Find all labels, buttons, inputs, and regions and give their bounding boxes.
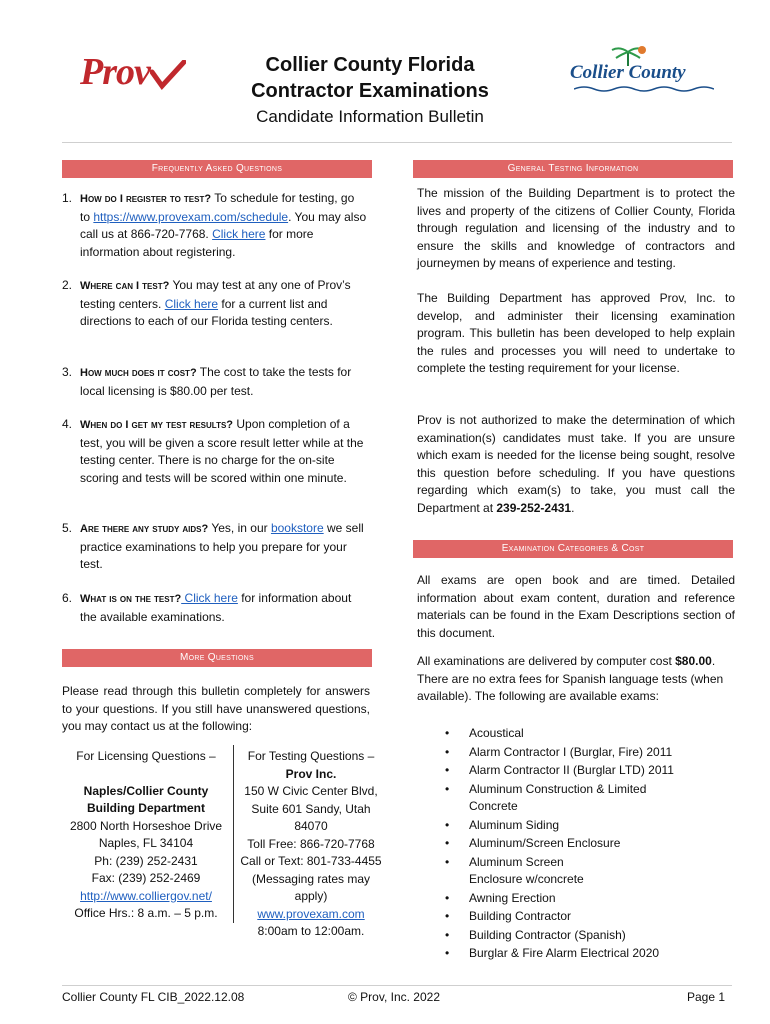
list-item: • Aluminum/Screen Enclosure bbox=[417, 835, 717, 853]
general-paragraph-2: The Building Department has approved Prov, Inc. to develop, and administer their licensing examination program. This bulletin has been developed to help explain the rules and processes you will need to undertake to complete the testing requirement for your license. bbox=[417, 291, 735, 375]
faq-answer: we sell practice examinations to help you prepare for your test. bbox=[80, 521, 364, 571]
faq-answer: To schedule for testing, go to bbox=[80, 191, 355, 224]
testing-org: Prov Inc. bbox=[285, 766, 337, 781]
title-line-1: Collier County Florida bbox=[265, 54, 475, 76]
faq-number: 6. bbox=[62, 591, 73, 605]
general-paragraph-3-text: Prov is not authorized to make the determination of which examination(s) candidates must take. If you are unsure which exam is needed for the license being sought, resolve this question before scheduling. If you have questions regarding which exam(s) to take, you must call the Department at bbox=[417, 413, 735, 515]
testing-label: For Testing Questions – bbox=[247, 749, 375, 763]
exam-info-link[interactable]: Click here bbox=[181, 591, 238, 605]
faq-question: Are there any study aids? bbox=[80, 523, 209, 535]
licensing-address: Naples, FL 34104 bbox=[98, 836, 194, 850]
licensing-contact bbox=[62, 748, 230, 923]
department-phone: 239-252-2431 bbox=[496, 500, 572, 515]
faq-question: When do I get my test results? bbox=[80, 419, 234, 431]
faq-answer: Upon completion of a test, you will be given a score result letter while at the testing center. There is no charge for the on-site scoring and tests will be scored within one minute. bbox=[80, 417, 364, 485]
more-questions-intro: Please read through this bulletin completely for answers to your questions. If you still have unanswered questions, you may contact us at the following: bbox=[62, 684, 370, 733]
testing-call-text: Call or Text: 801-733-4455 (Messaging rates may apply) bbox=[240, 854, 382, 903]
faq-answer: for information about the available examinations. bbox=[80, 591, 352, 624]
licensing-org: Building Department bbox=[86, 801, 205, 815]
faq-answer: for more information about registering. bbox=[80, 227, 314, 259]
faq-question: Where can I test? bbox=[80, 280, 170, 292]
faq-question: What is on the test? bbox=[80, 593, 182, 605]
faq-number: 4. bbox=[62, 417, 73, 431]
prov-logo bbox=[80, 50, 186, 94]
testing-centers-link[interactable]: Click here bbox=[164, 296, 219, 311]
licensing-hours: Office Hrs.: 8 a.m. – 5 p.m. bbox=[74, 906, 218, 920]
categories-paragraph-2-text: . There are no extra fees for Spanish language tests (when available). The following are available exams: bbox=[417, 654, 724, 703]
testing-address: 150 W Civic Center Blvd, Suite 601 Sandy, Utah 84070 bbox=[244, 784, 378, 833]
faq-number: 5. bbox=[62, 521, 73, 535]
faq-answer: . You may also call us at 866-720-7768. bbox=[80, 209, 367, 241]
testing-toll-free: Toll Free: 866-720-7768 bbox=[247, 836, 375, 851]
general-paragraph-3 bbox=[417, 412, 735, 517]
licensing-org: Naples/Collier County bbox=[83, 783, 209, 798]
licensing-label: For Licensing Questions – bbox=[76, 749, 216, 763]
colliergov-link[interactable]: http://www.colliergov.net/ bbox=[80, 888, 212, 903]
testing-contact bbox=[238, 748, 384, 941]
collier-county-logo bbox=[570, 44, 720, 94]
register-click-here-link[interactable]: Click here bbox=[212, 227, 266, 241]
general-info-heading: General Testing Information bbox=[413, 160, 733, 178]
faq-heading: Frequently Asked Questions bbox=[62, 160, 372, 178]
faq-item-3 bbox=[62, 364, 367, 400]
faq-number: 2. bbox=[62, 278, 73, 292]
faq-answer: Yes, in our bbox=[208, 521, 271, 535]
list-item: • Aluminum Siding bbox=[417, 817, 717, 835]
faq-item-2 bbox=[62, 277, 367, 331]
list-item: • Aluminum Screen Enclosure w/concrete bbox=[417, 854, 717, 889]
faq-number: 3. bbox=[62, 365, 73, 379]
checkmark-icon bbox=[150, 60, 186, 90]
categories-paragraph-1: All exams are open book and are timed. Detailed information about exam content, duration and reference materials can be found in the Exam Descriptions section of this document. bbox=[417, 573, 735, 640]
county-logo-text: Collier County bbox=[570, 62, 686, 83]
contact-divider bbox=[233, 745, 234, 923]
subtitle: Candidate Information Bulletin bbox=[256, 107, 484, 126]
general-paragraph-1: The mission of the Building Department is to protect the lives and property of the citizens of Collier County, Florida through regulation and licensing of the industry and to ensure the skills and knowledge of contractors and journeymen by means of experience and testing. bbox=[417, 186, 735, 270]
testing-hours: 8:00am to 12:00am. bbox=[257, 924, 365, 938]
exam-list bbox=[417, 725, 717, 964]
list-item: • Aluminum Construction & Limited Concrete bbox=[417, 781, 717, 816]
faq-answer: for a current list and directions to each of our Florida testing centers. bbox=[80, 296, 333, 328]
faq-question: How do I register to test? bbox=[80, 193, 212, 205]
list-item: • Building Contractor (Spanish) bbox=[417, 927, 717, 945]
faq-answer: You may test at any one of Prov’s testing centers. bbox=[80, 278, 351, 311]
bookstore-link[interactable]: bookstore bbox=[270, 521, 324, 535]
licensing-phone: Ph: (239) 252-2431 bbox=[94, 853, 198, 868]
more-questions-heading: More Questions bbox=[62, 649, 372, 667]
prov-logo-text: Prov bbox=[80, 51, 150, 93]
list-item: • Alarm Contractor I (Burglar, Fire) 2011 bbox=[417, 744, 717, 762]
footer-left: Collier County FL CIB_2022.12.08 bbox=[62, 990, 245, 1004]
faq-item-5 bbox=[62, 520, 367, 574]
faq-answer: The cost to take the tests for local licensing is $80.00 per test. bbox=[80, 365, 352, 398]
list-item: • Building Contractor bbox=[417, 908, 717, 926]
exam-cost: $80.00 bbox=[675, 654, 712, 668]
faq-item-4 bbox=[62, 416, 367, 487]
wave-icon bbox=[574, 85, 714, 93]
categories-paragraph-2 bbox=[417, 653, 735, 706]
exam-categories-heading: Examination Categories & Cost bbox=[413, 540, 733, 558]
title-line-2: Contractor Examinations bbox=[251, 80, 489, 102]
faq-number: 1. bbox=[62, 191, 73, 205]
list-item: • Awning Erection bbox=[417, 890, 717, 908]
categories-paragraph-2-text: All examinations are delivered by computer cost bbox=[417, 654, 676, 668]
list-item: • Acoustical bbox=[417, 725, 717, 743]
licensing-fax: Fax: (239) 252-2469 bbox=[91, 871, 201, 885]
page-number: Page 1 bbox=[687, 990, 726, 1004]
licensing-address: 2800 North Horseshoe Drive bbox=[69, 818, 223, 833]
list-item: • Burglar & Fire Alarm Electrical 2020 bbox=[417, 945, 717, 963]
faq-question: How much does it cost? bbox=[80, 367, 197, 379]
schedule-link[interactable]: https://www.provexam.com/schedule bbox=[93, 209, 289, 224]
footer-rule bbox=[62, 985, 732, 986]
footer-center: © Prov, Inc. 2022 bbox=[348, 990, 440, 1004]
faq-item-6 bbox=[62, 590, 367, 626]
list-item: • Alarm Contractor II (Burglar LTD) 2011 bbox=[417, 762, 717, 780]
general-paragraph-3-text: . bbox=[571, 500, 575, 515]
provexam-link[interactable]: www.provexam.com bbox=[257, 906, 365, 921]
faq-item-1 bbox=[62, 190, 367, 261]
header-rule bbox=[62, 142, 732, 143]
